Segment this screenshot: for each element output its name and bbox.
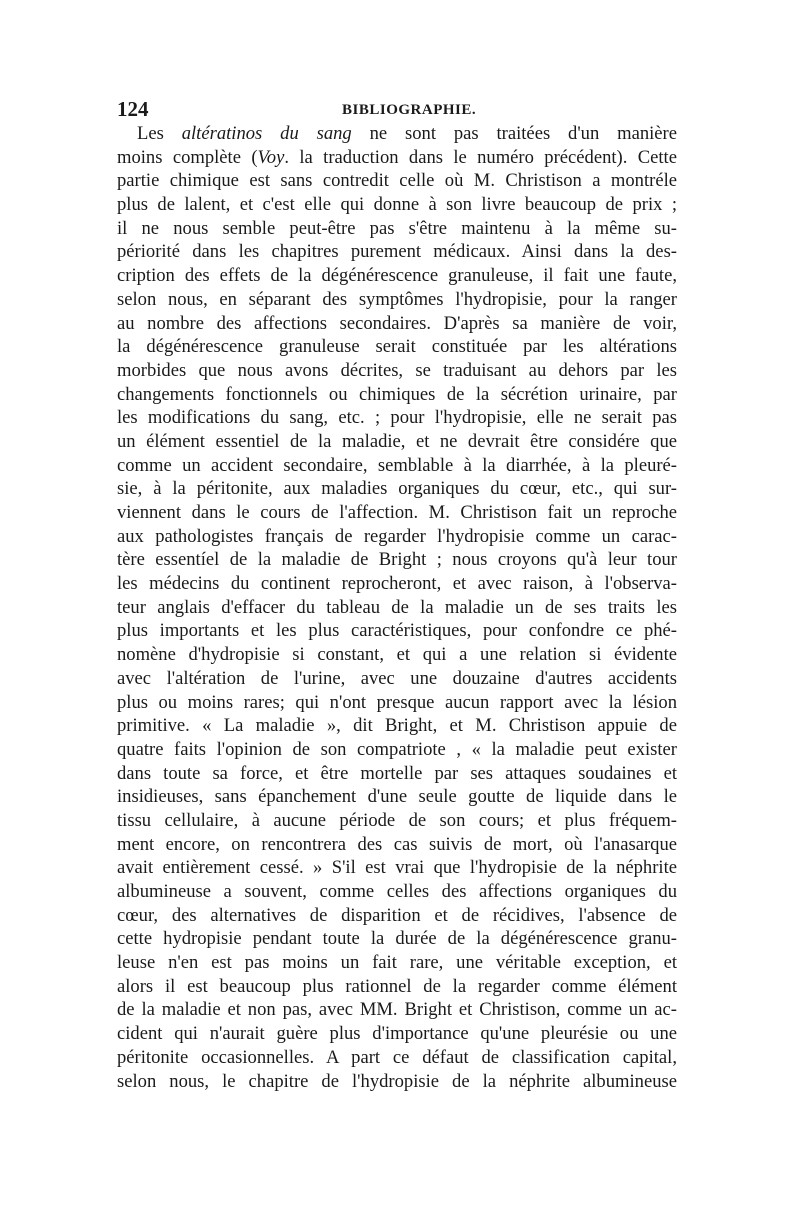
text-line: nomène d'hydropisie si constant, et qui a une relation si évidente: [117, 644, 677, 666]
italic-phrase: altératinos du sang: [181, 123, 352, 144]
text-line: morbides que nous avons décrites, se traduisant au dehors par les: [117, 359, 677, 381]
running-title: BIBLIOGRAPHIE.: [342, 102, 477, 118]
text-line: insidieuses, sans épanchement d'une seule goutte de liquide dans le: [117, 786, 677, 808]
text-line: sie, à la péritonite, aux maladies organiques du cœur, etc., qui sur-: [117, 478, 677, 500]
text-line: plus importants et les plus caractéristiques, pour confondre ce phé-: [117, 620, 677, 642]
text-line: périorité dans les chapitres purement médicaux. Ainsi dans la des-: [117, 241, 677, 263]
text-segment: . la traduction dans le numéro précédent). Cette: [284, 146, 677, 168]
text-line: ment encore, on rencontrera des cas suivis de mort, où l'anasarque: [117, 833, 677, 855]
text-line: tissu cellulaire, à aucune période de son cours; et plus fréquem-: [117, 809, 677, 831]
text-line: la dégénérescence granuleuse serait constituée par les altérations: [117, 336, 677, 358]
text-line: partie chimique est sans contredit celle où M. Christison a montréle: [117, 170, 677, 192]
text-line: teur anglais d'effacer du tableau de la maladie un de ses traits les: [117, 596, 677, 618]
text-line: albumineuse a souvent, comme celles des affections organiques du: [117, 881, 677, 902]
text-line: cident qui n'aurait guère plus d'importance qu'une pleurésie ou une: [117, 1023, 677, 1045]
text-line: aux pathologistes français de regarder l'hydropisie comme un carac-: [117, 525, 677, 547]
text-line: cription des effets de la dégénérescence granuleuse, il fait une faute,: [117, 265, 677, 287]
text-segment: ne sont pas traitées d'un manière: [351, 123, 678, 144]
text-line: quatre faits l'opinion de son compatriote , « la maladie peut exister: [117, 738, 677, 760]
text-line: il ne nous semble peut-être pas s'être maintenu à la même su-: [117, 217, 677, 239]
text-segment: moins complète (: [117, 146, 258, 168]
text-line: les médecins du continent reprocheront, et avec raison, à l'observa-: [117, 573, 677, 595]
text-line: au nombre des affections secondaires. D'après sa manière de voir,: [117, 312, 677, 334]
text-line: tère essentíel de la maladie de Bright ; nous croyons qu'à leur tour: [117, 549, 677, 571]
text-line: cette hydropisie pendant toute la durée de la dégénérescence granu-: [117, 928, 677, 950]
text-line: alors il est beaucoup plus rationnel de la regarder comme élément: [117, 975, 677, 997]
text-line: plus ou moins rares; qui n'ont presque aucun rapport avec la lésion: [117, 691, 677, 713]
running-head: [117, 96, 677, 122]
text-line: dans toute sa force, et être mortelle par ses attaques soudaines et: [117, 762, 677, 784]
text-line: viennent dans le cours de l'affection. M. Christison fait un reproche: [117, 502, 677, 523]
text-line: plus de lalent, et c'est elle qui donne à son livre beaucoup de prix ;: [117, 194, 677, 216]
text-segment: Les: [137, 123, 182, 144]
text-line: changements fonctionnels ou chimiques de la sécrétion urinaire, par: [117, 383, 677, 405]
text-line: comme un accident secondaire, semblable à la diarrhée, à la pleuré-: [117, 454, 677, 476]
text-line: péritonite occasionnelles. A part ce défaut de classification capital,: [117, 1046, 677, 1068]
text-line: avec l'altération de l'urine, avec une douzaine d'autres accidents: [117, 667, 677, 689]
text-line: cœur, des alternatives de disparition et de récidives, l'absence de: [117, 904, 677, 926]
text-line: primitive. « La maladie », dit Bright, et M. Christison appuie de: [117, 715, 677, 737]
text-line: un élément essentiel de la maladie, et ne devrait être considére que: [117, 430, 677, 452]
body-text: [117, 122, 677, 1093]
text-line: leuse n'en est pas moins un fait rare, une véritable exception, et: [117, 952, 677, 974]
text-line: de la maladie et non pas, avec MM. Bright et Christison, comme un ac-: [117, 999, 677, 1021]
text-line: selon nous, en séparant des symptômes l'hydropisie, pour la ranger: [117, 288, 677, 310]
text-line: selon nous, le chapitre de l'hydropisie de la néphrite albumineuse: [117, 1070, 677, 1092]
text-line: les modifications du sang, etc. ; pour l'hydropisie, elle ne serait pas: [117, 407, 677, 429]
text-line: [117, 146, 677, 170]
paragraph-lines: [117, 169, 677, 1093]
text-line: avait entièrement cessé. » S'il est vrai que l'hydropisie de la néphrite: [117, 857, 677, 879]
italic-abbreviation: Voy: [257, 146, 285, 168]
text-line: [117, 122, 677, 146]
book-page: [117, 96, 677, 1093]
page-number: 124: [117, 97, 149, 121]
